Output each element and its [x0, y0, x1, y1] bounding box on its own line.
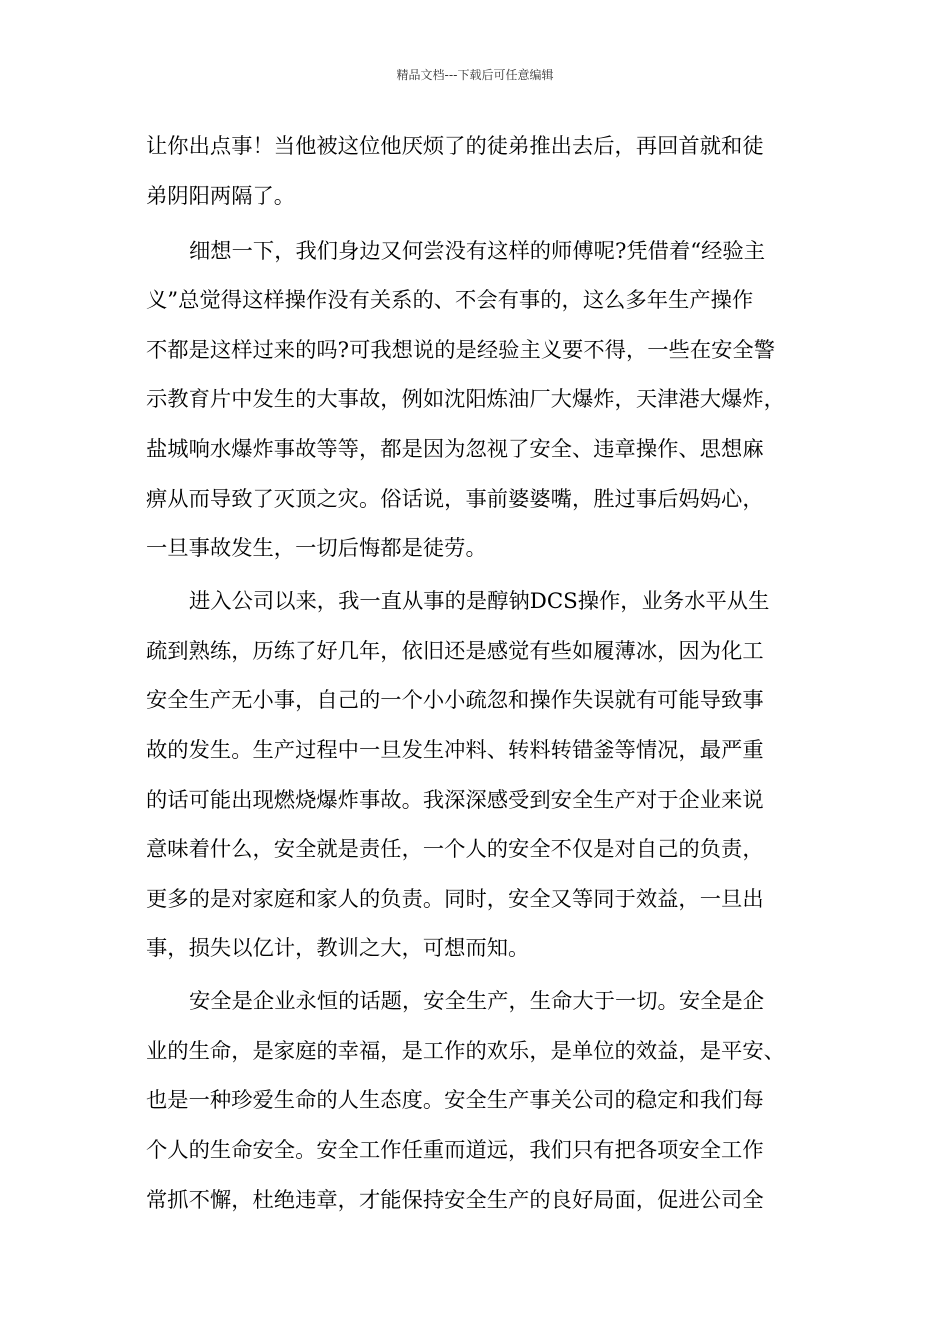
text-line: 故的发生。生产过程中一旦发生冲料、转料转错釜等情况，最严重	[146, 738, 764, 763]
page-header: 精品文档---下载后可任意编辑	[396, 68, 554, 82]
text-line: 盐城响水爆炸事故等等，都是因为忽视了安全、违章操作、思想麻	[146, 437, 764, 462]
text-line: 疏到熟练，历练了好几年，依旧还是感觉有些如履薄冰，因为化工	[146, 638, 764, 664]
text-line: 弟阴阳两隔了。	[146, 183, 296, 209]
text-line: 业的生命，是家庭的幸福，是工作的欢乐，是单位的效益，是平安、	[146, 1038, 785, 1064]
text-line: 痹从而导致了灭顶之灾。俗话说，事前婆婆嘴，胜过事后妈妈心，	[146, 486, 764, 512]
paragraph-first-line: 安全是企业永恒的话题，安全生产，生命大于一切。安全是企	[189, 989, 765, 1015]
paragraph-first-line: 细想一下，我们身边又何尝没有这样的师傅呢?凭借着“经验主	[189, 238, 766, 264]
text-line: 更多的是对家庭和家人的负责。同时，安全又等同于效益，一旦出	[146, 886, 764, 912]
text-line: 让你出点事！当他被这位他厌烦了的徒弟推出去后，再回首就和徒	[146, 134, 764, 159]
text-line: 示教育片中发生的大事故，例如沈阳炼油厂大爆炸，天津港大爆炸，	[146, 387, 785, 413]
text-line: 个人的生命安全。安全工作任重而道远，我们只有把各项安全工作	[146, 1138, 764, 1163]
text-line: 也是一种珍爱生命的人生态度。安全生产事关公司的稳定和我们每	[146, 1088, 764, 1114]
text-line: 安全生产无小事，自己的一个小小疏忽和操作失误就有可能导致事	[146, 688, 764, 714]
text-line: 意味着什么，安全就是责任，一个人的安全不仅是对自己的负责，	[146, 837, 764, 863]
text-line: 事，损失以亿计，教训之大，可想而知。	[146, 936, 530, 962]
text-line: 一旦事故发生，一切后悔都是徒劳。	[146, 536, 487, 562]
text-line: 不都是这样过来的吗?可我想说的是经验主义要不得，一些在安全警	[146, 337, 776, 363]
text-line: 义”总觉得这样操作没有关系的、不会有事的，这么多年生产操作	[146, 288, 754, 314]
text-line: 的话可能出现燃烧爆炸事故。我深深感受到安全生产对于企业来说	[146, 787, 764, 813]
paragraph-first-line: 进入公司以来，我一直从事的是醇钠DCS操作，业务水平从生	[189, 589, 770, 615]
text-line: 常抓不懈，杜绝违章，才能保持安全生产的良好局面，促进公司全	[146, 1187, 764, 1213]
